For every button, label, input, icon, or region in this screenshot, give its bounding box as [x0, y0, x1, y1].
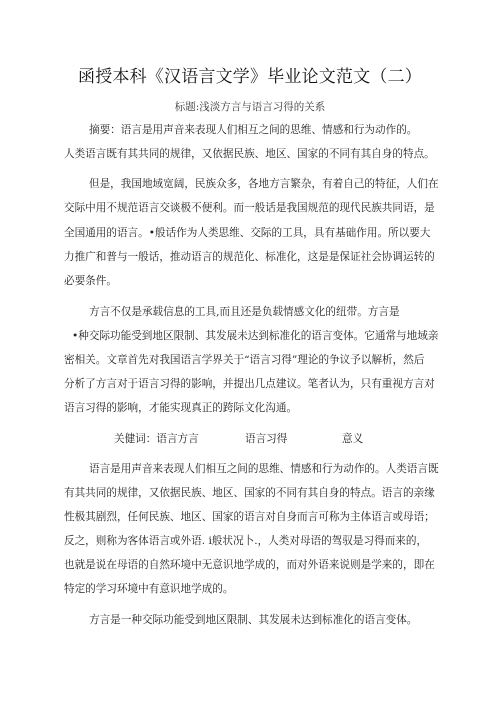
abstract-line: 语言习得的影响，才能实现真正的跨际文化沟通。: [64, 402, 298, 414]
abstract-line: 方言不仅是承载信息的工具,而且还是负载情感文化的纽带。方言是: [89, 306, 400, 318]
abstract-line: 但是，我国地域宽阔，民族众多，各地方言繁杂，有着自己的特征，人们在: [89, 178, 439, 190]
keyword: 意义: [342, 433, 364, 445]
document-title: 函授本科《汉语言文学》毕业论文范文（二）: [78, 67, 422, 87]
body-line: 也就是说在母语的自然环境中无意识地学成的，而对外语来说则是学来的，即在: [64, 559, 435, 571]
abstract-line: 必要条件。: [64, 275, 117, 287]
keywords-label: 关健词：语言方言: [114, 433, 199, 445]
body-line: 特定的学习环境中有意识地学成的。: [64, 583, 234, 595]
body-line: 有其共同的规律，又依据民族、地区、国家的不同有其自身的特点。语言的亲缘: [64, 487, 435, 499]
abstract-line: 全国通用的语言。•般话作为人类思维、交际的工具，具有基础作用。所以要大: [64, 227, 431, 239]
abstract-line: 密相关。文章首先对我国语言学界关于“语言习得”理论的争议予以解析，然后: [64, 354, 425, 366]
abstract-line: •种交际功能受到地区限制、其发展未达到标准化的语言变体。它通常与地域亲: [72, 330, 439, 342]
body-line: 方言是一种交际功能受到地区限制、其发展未达到标准化的语言变体。: [89, 614, 418, 626]
document-subtitle: 标题:浅淡方言与语言习得的关系: [174, 101, 326, 113]
abstract-line: 人类语言既有其共同的规律，又依据民族、地区、国家的不同有其自身的特点。: [64, 148, 435, 160]
body-line: 性极其剧烈，任何民族、地区、国家的语言对自身而言可称为主体语言或母语；: [64, 511, 435, 523]
abstract-line: 交际中用不规范语言交谈极不便利。而一般话是我国规范的现代民族共同语，是: [64, 202, 435, 214]
keyword: 语言习得: [245, 433, 288, 445]
body-line: 语言是用声音来表现人们相互之间的思维、情感和行为动作的。人类语言既: [89, 463, 439, 475]
abstract-line: 摘要：语言是用声音来表现人们相互之间的思维、情感和行为动作的。: [89, 124, 418, 136]
abstract-line: 分析了方言对于语言习得的影响，并提出几点建议。笔者认为，只有重视方言对: [64, 378, 435, 390]
abstract-line: 力推广和普与一般话，推动语言的规范化、标准化，这是是保证社会协调运转的: [64, 251, 435, 263]
body-line: 反之，则称为客体语言或外语. i般状况卜.，人类对母语的驾驭是习得而来的，: [64, 535, 428, 547]
